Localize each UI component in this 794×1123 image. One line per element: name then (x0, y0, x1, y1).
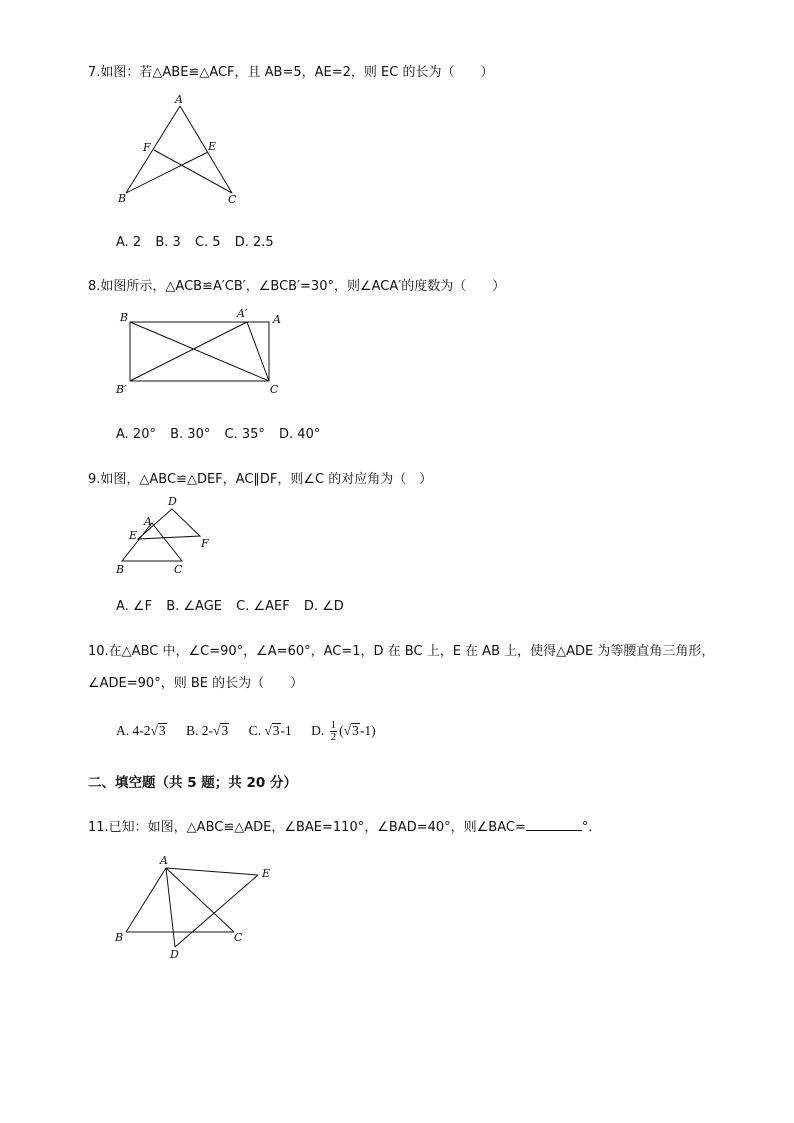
q9-figure (110, 492, 220, 577)
q7-segment-cf (154, 150, 232, 193)
q8-option-d[interactable]: D. 40° (279, 427, 321, 442)
q8-label-b-prime: B′ (116, 383, 127, 396)
q7-option-d[interactable]: D. 2.5 (234, 235, 274, 250)
q9-label-c: C (174, 563, 183, 576)
q10-option-a[interactable] (116, 723, 167, 738)
q8-option-a[interactable]: A. 20° (116, 427, 156, 442)
q10-option-c-radicand: 3 (272, 723, 280, 738)
q8-option-b[interactable]: B. 30° (170, 427, 211, 442)
q10-option-b[interactable] (186, 723, 229, 738)
q7-option-a[interactable]: A. 2 (116, 235, 142, 250)
q7-label-a: A (175, 93, 183, 106)
q10-option-c[interactable] (249, 723, 292, 738)
sqrt-sign-icon: √ (213, 723, 221, 738)
sqrt-sign-icon: √ (264, 723, 272, 738)
q8-label-a-prime: A′ (237, 307, 248, 320)
sqrt-sign-icon: √ (150, 723, 158, 738)
q11-segment-ae (166, 868, 258, 875)
question-8-text: 8.如图所示，△ACB≌A′CB′，∠BCB′=30°，则∠ACA′的度数为（ ） (88, 279, 506, 294)
q8-segment-bprime-aprime (130, 322, 247, 381)
q10-option-d-radicand: 3 (352, 723, 359, 738)
q10-options (116, 718, 386, 744)
q8-segment-aprime-c (247, 322, 269, 381)
q11-segment-ac (166, 868, 234, 932)
q8-figure (110, 305, 300, 400)
q8-segment-bc (130, 322, 269, 381)
q7-segment-ac (180, 106, 232, 193)
q9-label-a: A (144, 515, 152, 528)
q10-option-c-prefix: C. (248, 723, 265, 738)
question-10-line-2: ∠ADE=90°，则 BE 的长为（ ） (88, 676, 304, 691)
question-9-text: 9.如图，△ABC≌△DEF，AC∥DF，则∠C 的对应角为（ ） (88, 472, 433, 487)
q11-figure (110, 850, 285, 965)
q10-option-d-suffix: -1) (359, 723, 376, 738)
q7-label-e: E (208, 140, 217, 153)
q7-label-b: B (118, 192, 127, 205)
q10-option-b-radicand: 3 (221, 723, 229, 738)
q8-label-a: A (273, 313, 281, 326)
q9-option-b[interactable]: B. ∠AGE (166, 599, 222, 614)
q9-label-b: B (116, 563, 125, 576)
q10-option-a-prefix: A. 4-2 (116, 723, 151, 738)
q11-label-b: B (115, 931, 124, 944)
q11-segment-ad (166, 868, 175, 947)
q10-option-c-suffix: -1 (280, 723, 292, 738)
q9-options (116, 598, 354, 616)
q11-text-before: 11.已知：如图，△ABC≌△ADE，∠BAE=110°，∠BAD=40°，则∠BAC= (88, 820, 526, 835)
q10-option-d-prefix: D. (311, 723, 328, 738)
q11-answer-blank[interactable] (526, 818, 582, 831)
q7-option-c[interactable]: C. 5 (194, 235, 221, 250)
q10-option-d[interactable] (311, 719, 376, 744)
q10-option-d-paren: ( (339, 723, 344, 738)
q11-label-d: D (170, 948, 179, 961)
q9-label-f: F (201, 537, 209, 550)
q7-label-f: F (143, 141, 151, 154)
q10-option-a-radicand: 3 (158, 723, 166, 738)
q7-label-c: C (228, 193, 237, 206)
question-7-text: 7.如图：若△ABE≌△ACF，且 AB=5，AE=2，则 EC 的长为（ ） (88, 65, 494, 80)
question-11-text (88, 818, 601, 837)
q8-options (116, 426, 330, 444)
section-2-heading: 二、填空题（共 5 题；共 20 分） (88, 775, 297, 791)
q9-label-d: D (168, 495, 177, 508)
q8-option-c[interactable]: C. 35° (224, 427, 265, 442)
q9-option-a[interactable]: A. ∠F (116, 599, 153, 614)
q10-option-d-fraction (330, 720, 338, 743)
q11-segment-de (175, 875, 258, 947)
q9-option-d[interactable]: D. ∠D (303, 599, 344, 614)
q7-figure (110, 92, 240, 207)
sqrt-sign-icon: √ (343, 723, 352, 738)
fraction-numerator: 1 (330, 719, 337, 732)
fraction-denominator: 2 (330, 731, 337, 744)
q11-text-after: °． (581, 820, 602, 835)
q7-options (116, 234, 284, 252)
q11-label-c: C (234, 931, 243, 944)
question-10-line-1: 10.在△ABC 中，∠C=90°，∠A=60°，AC=1，D 在 BC 上，E 在 AB 上，使得△ADE 为等腰直角三角形， (88, 644, 715, 659)
q11-label-a: A (160, 854, 168, 867)
q9-label-e: E (129, 529, 138, 542)
q8-label-b: B (120, 311, 129, 324)
q10-option-b-prefix: B. 2- (186, 723, 214, 738)
q7-option-b[interactable]: B. 3 (155, 235, 181, 250)
q8-label-c: C (270, 383, 279, 396)
q11-segment-ab (126, 868, 166, 932)
q9-option-c[interactable]: C. ∠AEF (236, 599, 290, 614)
q11-label-e: E (262, 867, 271, 880)
